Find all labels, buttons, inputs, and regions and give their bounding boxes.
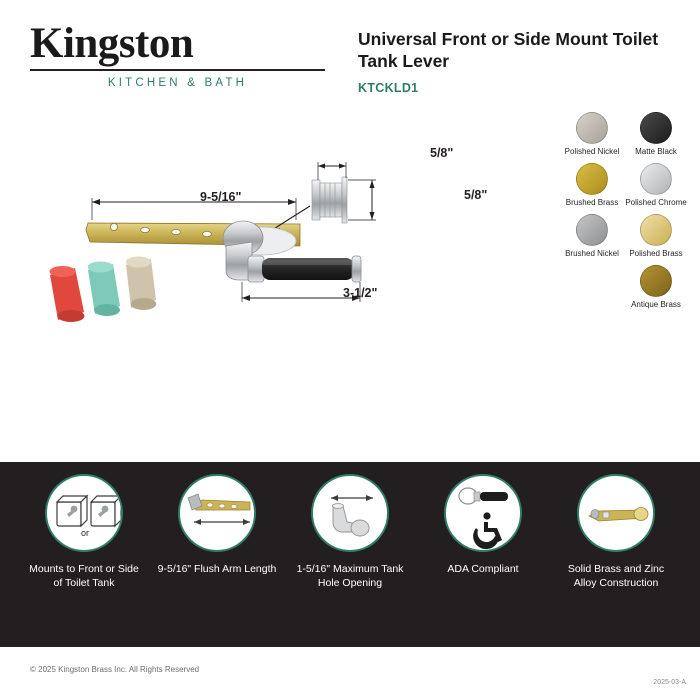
dimension-arm-length: 9-5/16" — [200, 190, 242, 204]
feature-caption: 9-5/16" Flush Arm Length — [157, 563, 277, 575]
finish-option-brushed-nickel[interactable] — [560, 214, 624, 259]
ada-icon — [444, 474, 522, 552]
feature-flush-arm-length — [157, 462, 277, 590]
feature-caption: Mounts to Front or Side of Toilet Tank — [29, 563, 139, 590]
finish-row — [560, 163, 690, 214]
finish-row — [560, 112, 690, 163]
feature-ada-compliant — [423, 462, 543, 590]
features-row — [0, 462, 700, 590]
feature-caption: 1-5/16" Maximum Tank Hole Opening — [296, 563, 404, 590]
adapter-sleeves-graphic — [50, 257, 157, 323]
wheelchair-symbol — [473, 512, 502, 549]
finish-swatch-icon — [576, 163, 608, 195]
brand-divider — [30, 69, 325, 71]
feature-caption: ADA Compliant — [447, 563, 519, 575]
mounting-nut-graphic — [312, 177, 347, 223]
finish-label: Brushed Nickel — [565, 249, 619, 258]
finish-row — [560, 214, 690, 265]
finish-swatch-icon — [640, 214, 672, 246]
flush-arm-icon — [178, 474, 256, 552]
tank-mount-icon — [45, 474, 123, 552]
finish-swatch-icon — [576, 112, 608, 144]
features-strip — [0, 462, 700, 647]
brand-tagline: KITCHEN & BATH — [107, 77, 248, 89]
page-footer — [0, 647, 700, 700]
dimension-lever-length: 3-1/2" — [343, 286, 378, 300]
document-code: 2025-03-A — [653, 679, 686, 686]
feature-caption: Solid Brass and Zinc Alloy Construction — [567, 563, 665, 590]
dimension-escutcheon-height: 5/8" — [464, 188, 488, 202]
finish-label: Brushed Brass — [565, 198, 619, 207]
product-diagram — [0, 120, 560, 460]
finish-row — [560, 265, 690, 316]
lever-mini — [459, 488, 508, 504]
feature-mounts-front-or-side — [24, 462, 144, 590]
copyright-text: © 2025 Kingston Brass Inc. All Rights Reserved — [30, 665, 200, 674]
finish-swatch-list — [560, 112, 690, 316]
page-title: Universal Front or Side Mount Toilet Tank Lever — [358, 29, 659, 72]
brand-name: Kingston — [30, 20, 194, 67]
finish-swatch-icon — [640, 163, 672, 195]
finish-option-matte-black[interactable] — [624, 112, 688, 157]
finish-label: Polished Chrome — [625, 198, 687, 207]
finish-swatch-icon — [640, 112, 672, 144]
brand-logo — [30, 22, 325, 89]
finish-label: Polished Nickel — [564, 147, 620, 156]
feature-material-construction — [556, 462, 676, 590]
product-sku: KTCKLD1 — [358, 80, 419, 95]
or-separator-label: or — [81, 528, 90, 538]
finish-option-brushed-brass[interactable] — [560, 163, 624, 208]
finish-label: Matte Black — [635, 147, 677, 156]
product-illustration — [0, 120, 560, 460]
page-header — [0, 0, 700, 112]
finish-swatch-icon — [640, 265, 672, 297]
finish-option-polished-brass[interactable] — [624, 214, 688, 259]
finish-option-polished-chrome[interactable] — [624, 163, 688, 208]
escutcheon-height-dimension — [348, 180, 376, 220]
tank-hole-icon — [311, 474, 389, 552]
finish-swatch-icon — [576, 214, 608, 246]
arm-dimension-line — [92, 198, 296, 220]
title-block — [358, 28, 678, 95]
finish-option-antique-brass[interactable] — [624, 265, 688, 310]
dimension-escutcheon-width: 5/8" — [430, 146, 454, 160]
lever-material-icon — [577, 474, 655, 552]
finish-label: Antique Brass — [631, 300, 681, 309]
finish-label: Polished Brass — [629, 249, 683, 258]
feature-tank-hole-opening — [290, 462, 410, 590]
finish-option-polished-nickel[interactable] — [560, 112, 624, 157]
